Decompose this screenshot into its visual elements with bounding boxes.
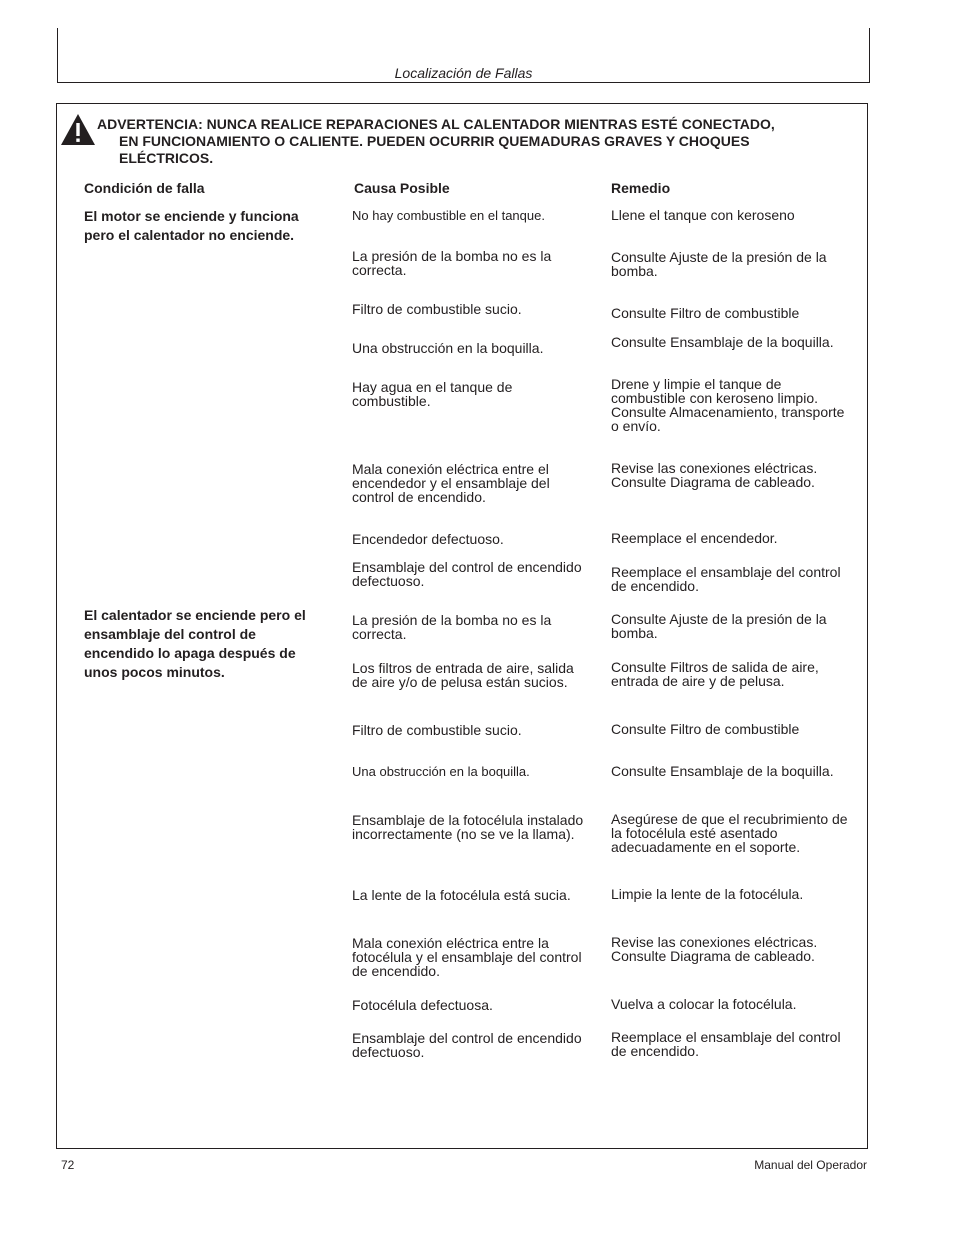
remedy-cell: Reemplace el ensamblaje del control de encendido. [611,564,841,594]
column-header-condition: Condición de falla [84,180,205,196]
warning-line-3: ELÉCTRICOS. [119,150,214,166]
warning-line-2: EN FUNCIONAMIENTO O CALIENTE. PUEDEN OCURRIR QUEMADURAS GRAVES Y CHOQUES [119,133,750,149]
remedy-cell: Asegúrese de que el recubrimiento de la fotocélula esté asentado adecuadamente en el soporte. [611,811,848,855]
cause-cell: La lente de la fotocélula está sucia. [352,887,571,903]
warning-line-1: ADVERTENCIA: NUNCA REALICE REPARACIONES AL CALENTADOR MIENTRAS ESTÉ CONECTADO, [97,116,775,132]
header-rule-bottom [57,82,870,83]
remedy-cell: Reemplace el ensamblaje del control de encendido. [611,1029,841,1059]
remedy-cell: Reemplace el encendedor. [611,530,778,546]
cause-cell: Una obstrucción en la boquilla. [352,340,544,356]
fault-condition-2: El calentador se enciende pero el ensamblaje del control de encendido lo apaga después de unos pocos minutos. [84,607,306,680]
warning-message [97,116,857,167]
cause-cell: Los filtros de entrada de aire, salida de aire y/o de pelusa están sucios. [352,660,574,690]
remedy-cell: Revise las conexiones eléctricas. Consulte Diagrama de cableado. [611,460,818,490]
remedy-cell: Vuelva a colocar la fotocélula. [611,996,797,1012]
remedy-cell: Consulte Ensamblaje de la boquilla. [611,763,834,779]
cause-cell: Filtro de combustible sucio. [352,301,522,317]
remedy-cell: Consulte Ajuste de la presión de la bomba. [611,249,827,279]
fault-condition-1: El motor se enciende y funciona pero el calentador no enciende. [84,208,299,243]
cause-cell: Ensamblaje del control de encendido defectuoso. [352,1030,582,1060]
cause-cell: Ensamblaje de la fotocélula instalado incorrectamente (no se ve la llama). [352,812,584,842]
remedy-cell: Drene y limpie el tanque de combustible con keroseno limpio. Consulte Almacenamiento, transporte o envío. [611,376,845,434]
cause-cell: La presión de la bomba no es la correcta. [352,612,552,642]
remedy-cell: Consulte Ensamblaje de la boquilla. [611,334,834,350]
cause-cell: Filtro de combustible sucio. [352,722,522,738]
cause-cell: Ensamblaje del control de encendido defectuoso. [352,559,582,589]
warning-icon [60,113,96,146]
remedy-cell: Llene el tanque con keroseno [611,207,795,223]
cause-cell: Mala conexión eléctrica entre la fotocélula y el ensamblaje del control de encendido. [352,935,582,979]
remedy-cell: Revise las conexiones eléctricas. Consulte Diagrama de cableado. [611,934,818,964]
remedy-cell: Consulte Filtro de combustible [611,721,800,737]
cause-cell: Encendedor defectuoso. [352,531,504,547]
cause-cell: Mala conexión eléctrica entre el encendedor y el ensamblaje del control de encendido. [352,461,550,505]
cause-cell: Una obstrucción en la boquilla. [352,764,530,779]
column-header-remedy: Remedio [611,180,671,196]
remedy-cell: Limpie la lente de la fotocélula. [611,886,804,902]
column-header-cause: Causa Posible [354,180,450,196]
cause-cell: Fotocélula defectuosa. [352,997,493,1013]
remedy-cell: Consulte Filtros de salida de aire, entrada de aire y de pelusa. [611,659,819,689]
remedy-cell: Consulte Ajuste de la presión de la bomba. [611,611,827,641]
cause-cell: Hay agua en el tanque de combustible. [352,379,513,409]
page-number: 72 [61,1158,75,1172]
cause-cell: La presión de la bomba no es la correcta. [352,248,552,278]
manual-title: Manual del Operador [754,1158,867,1172]
cause-cell: No hay combustible en el tanque. [352,208,545,223]
section-title: Localización de Fallas [394,65,533,81]
remedy-cell: Consulte Filtro de combustible [611,305,800,321]
